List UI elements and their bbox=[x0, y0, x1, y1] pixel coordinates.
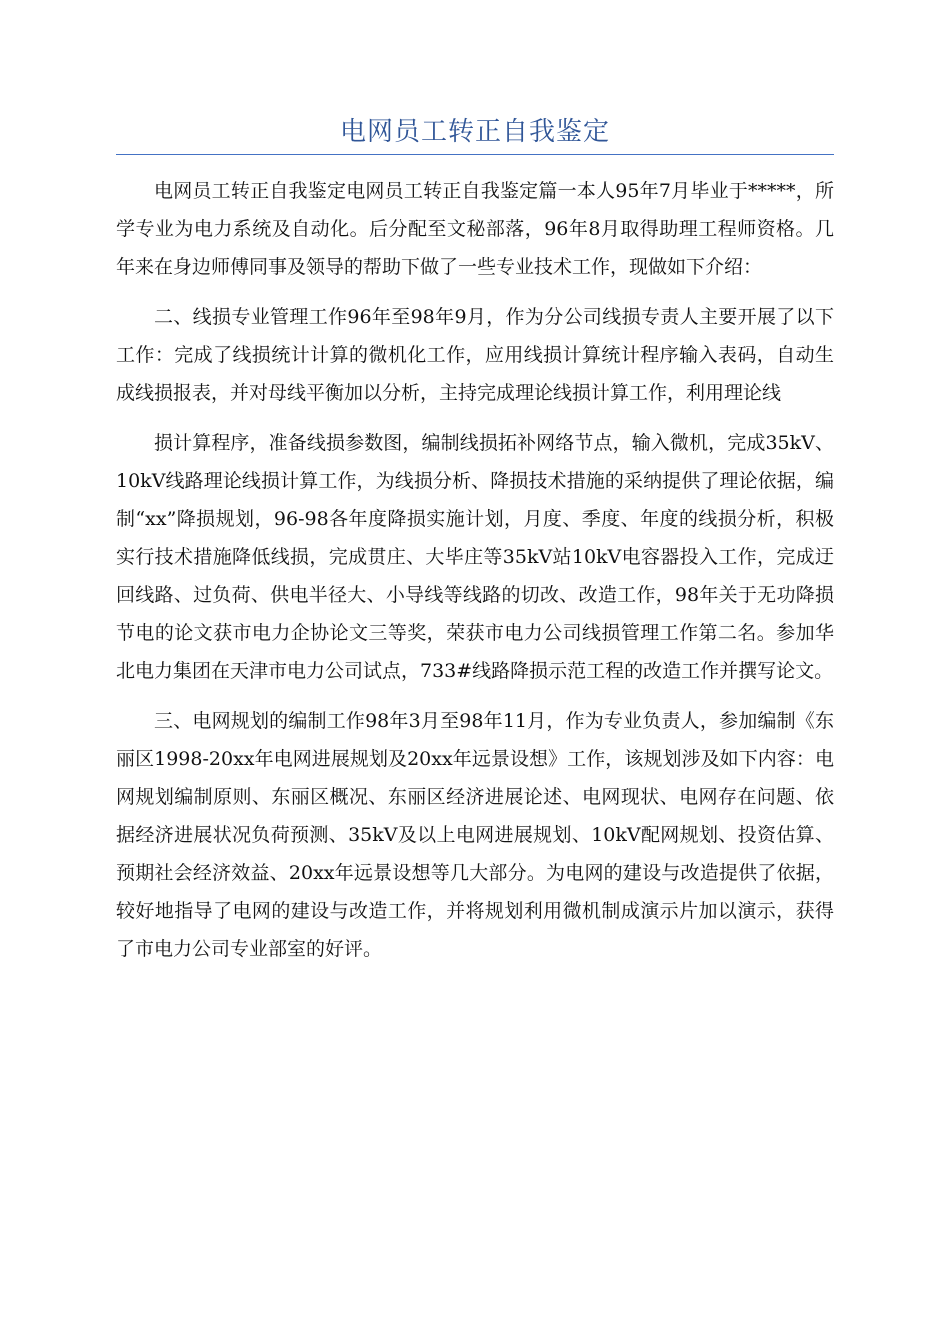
title-underline bbox=[116, 154, 834, 155]
document-title: 电网员工转正自我鉴定 bbox=[339, 117, 610, 147]
paragraph-grid-planning: 三、电网规划的编制工作98年3月至98年11月，作为专业负责人，参加编制《东丽区1998-20xx年电网进展规划及20xx年远景设想》工作，该规划涉及如下内容：电网规划编制原则、东丽区概况、东丽区经济进展论述、电网现状、电网存在问题、依据经济进展状况负荷预测、35kV及以上电网进展规划、10kV配网规划、投资估算、预期社会经济效益、20xx年远景设想等几大部分。为电网的建设与改造提供了依据，较好地指导了电网的建设与改造工作，并将规划利用微机制成演示片加以演示，获得了市电力公司专业部室的好评。 bbox=[116, 710, 834, 960]
paragraph-line-loss-calculation: 损计算程序，准备线损参数图，编制线损拓补网络节点，输入微机，完成35kV、10kV线路理论线损计算工作，为线损分析、降损技术措施的采纳提供了理论依据，编制“xx”降损规划，96-98各年度降损实施计划，月度、季度、年度的线损分析，积极实行技术措施降低线损，完成贯庄、大毕庄等35kV站10kV电容器投入工作，完成迂回线路、过负荷、供电半径大、小导线等线路的切改、改造工作，98年关于无功降损节电的论文获市电力企协论文三等奖，荣获市电力公司线损管理工作第二名。参加华北电力集团在天津市电力公司试点，733#线路降损示范工程的改造工作并撰写论文。 bbox=[116, 432, 834, 682]
document-body bbox=[116, 172, 834, 980]
paragraph-line-loss-management: 二、线损专业管理工作96年至98年9月，作为分公司线损专责人主要开展了以下工作：完成了线损统计计算的微机化工作，应用线损计算统计程序输入表码，自动生成线损报表，并对母线平衡加以分析，主持完成理论线损计算工作，利用理论线 bbox=[116, 306, 834, 404]
paragraph-intro: 电网员工转正自我鉴定电网员工转正自我鉴定篇一本人95年7月毕业于*****，所学专业为电力系统及自动化。后分配至文秘部落，96年8月取得助理工程师资格。几年来在身边师傅同事及领导的帮助下做了一些专业技术工作，现做如下介绍： bbox=[116, 180, 834, 278]
